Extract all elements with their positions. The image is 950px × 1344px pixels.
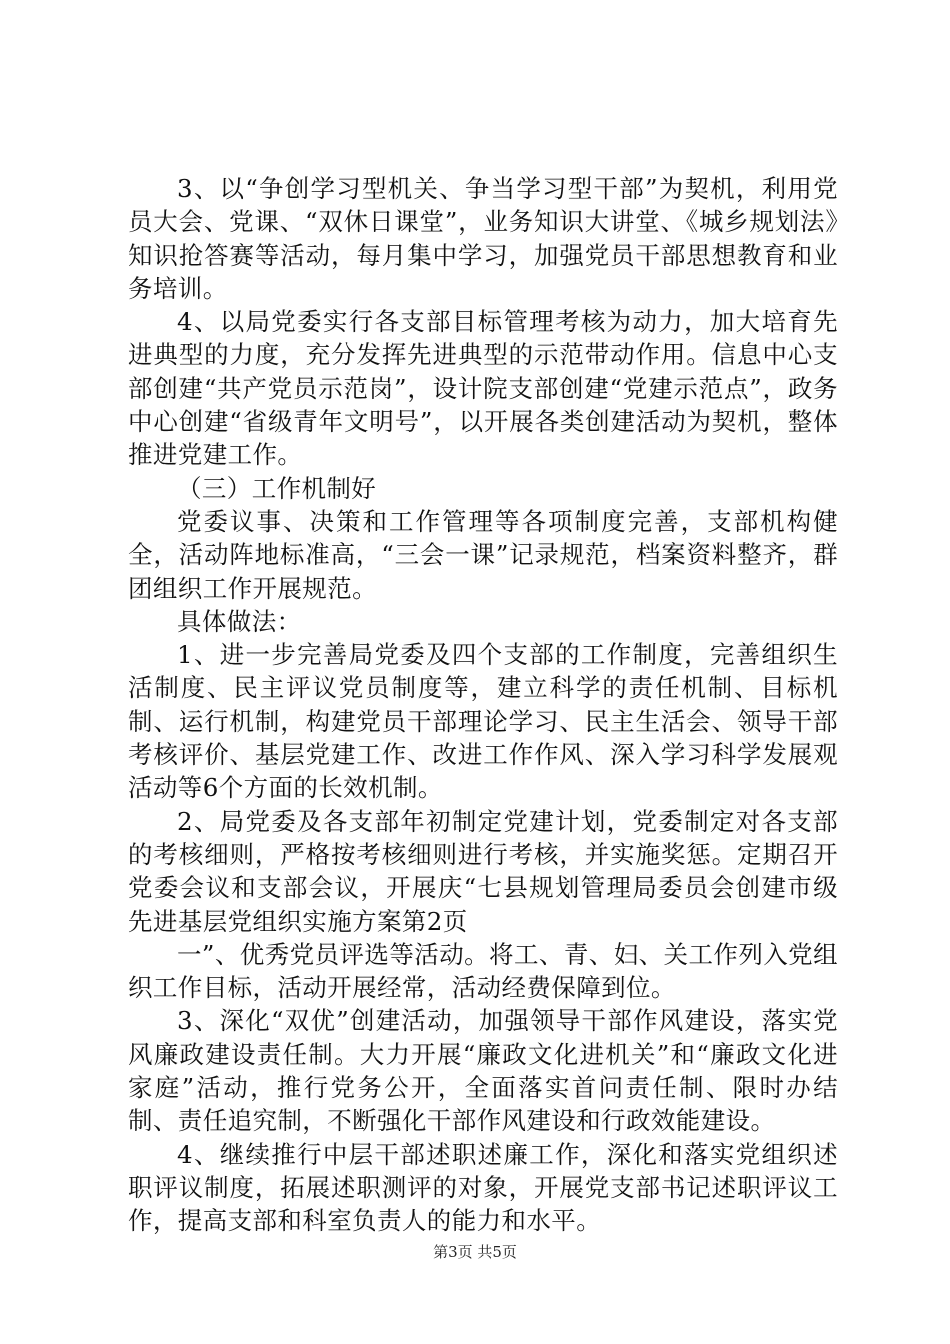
paragraph-5: 1、进一步完善局党委及四个支部的工作制度，完善组织生活制度、民主评议党员制度等，建立科学的责任机制、目标机制、运行机制，构建党员干部理论学习、民主生活会、领导干部考核评价、基层党建工作、改进工作作风、深入学习科学发展观活动等6个方面的长效机制。 xyxy=(128,640,838,803)
paragraph-1: 3、以“争创学习型机关、争当学习型干部”为契机，利用党员大会、党课、“双休日课堂”，业务知识大讲堂、《城乡规划法》知识抢答赛等活动，每月集中学习，加强党员干部思想教育和业务培训。 xyxy=(128,174,838,303)
paragraph-9: 4、继续推行中层干部述职述廉工作，深化和落实党组织述职评议制度，拓展述职测评的对象，开展党支部书记述职评议工作，提高支部和科室负责人的能力和水平。 xyxy=(128,1139,838,1236)
paragraph-3: 党委议事、决策和工作管理等各项制度完善，支部机构健全，活动阵地标准高，“三会一课”记录规范，档案资料整齐，群团组织工作开展规范。 xyxy=(128,506,838,603)
paragraph-4: 具体做法： xyxy=(177,606,302,636)
page-footer: 第3页 共5页 xyxy=(433,1243,517,1261)
paragraph-2: 4、以局党委实行各支部目标管理考核为动力，加大培育先进典型的力度，充分发挥先进典型的示范带动作用。信息中心支部创建“共产党员示范岗”，设计院支部创建“党建示范点”，政务中心创建“省级青年文明号”，以开展各类创建活动为契机，整体推进党建工作。 xyxy=(128,307,838,470)
section-heading: （三）工作机制好 xyxy=(177,473,377,503)
paragraph-8: 3、深化“双优”创建活动，加强领导干部作风建设，落实党风廉政建设责任制。大力开展“廉政文化进机关”和“廉政文化进家庭”活动，推行党务公开，全面落实首问责任制、限时办结制、责任追究制，不断强化干部作风建设和行政效能建设。 xyxy=(128,1006,838,1136)
paragraph-6: 2、局党委及各支部年初制定党建计划，党委制定对各支部的考核细则，严格按考核细则进行考核，并实施奖惩。定期召开党委会议和支部会议，开展庆“七县规划管理局委员会创建市级先进基层党组织实施方案第2页 xyxy=(128,806,838,936)
paragraph-7: 一”、优秀党员评选等活动。将工、青、妇、关工作列入党组织工作目标，活动开展经常，活动经费保障到位。 xyxy=(128,939,838,1003)
document-body xyxy=(128,172,838,1238)
